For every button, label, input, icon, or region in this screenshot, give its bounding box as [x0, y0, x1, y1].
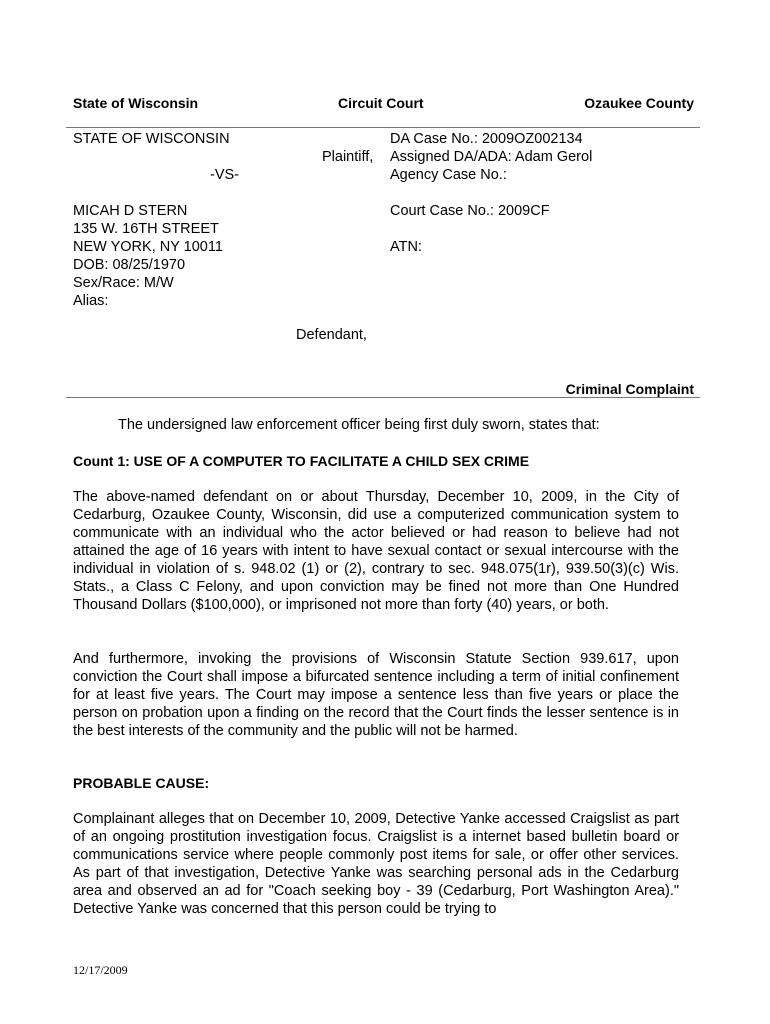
da-case-number: DA Case No.: 2009OZ002134 [390, 131, 583, 147]
assigned-da: Assigned DA/ADA: Adam Gerol [390, 149, 593, 165]
state-label: State of Wisconsin [73, 95, 199, 111]
plaintiff-name: STATE OF WISCONSIN [73, 131, 230, 147]
court-label: Circuit Court [338, 95, 424, 111]
plaintiff-label: Plaintiff, [322, 149, 374, 165]
document-title: Criminal Complaint [565, 381, 694, 397]
defendant-dob: DOB: 08/25/1970 [73, 257, 186, 273]
defendant-alias: Alias: [73, 293, 109, 309]
court-case-number: Court Case No.: 2009CF [390, 203, 550, 219]
probable-cause-paragraph: Complainant alleges that on December 10, 2009, Detective Yanke accessed Craigslist as part of an ongoing prostitution investigation focus. Craigslist is a internet based bulletin board or communications service where people commonly post items for sale, or offer other services. As part of that investigation, Detective Yanke was searching personal ads in the Cedarburg area and observed an ad for "Coach seeking boy - 39 (Cedarburg, Port Washington Area)." Detective Yanke was concerned that this person could be trying to [73, 811, 679, 917]
intro-statement: The undersigned law enforcement officer being first duly sworn, states that: [118, 417, 600, 433]
defendant-label: Defendant, [296, 327, 367, 343]
footer-date: 12/17/2009 [73, 963, 128, 977]
county-label: Ozaukee County [584, 95, 694, 111]
agency-case-number: Agency Case No.: [390, 167, 507, 183]
defendant-name: MICAH D STERN [73, 203, 188, 219]
count-paragraph-2: And furthermore, invoking the provisions of Wisconsin Statute Section 939.617, upon conviction the Court shall impose a bifurcated sentence including a term of initial confinement for at least five years. The Court may impose a sentence less than five years or place the person on probation upon a finding on the record that the Court finds the lesser sentence is in the best interests of the community and the public will not be harmed. [73, 651, 679, 739]
versus-label: -VS- [210, 167, 239, 183]
probable-cause-heading: PROBABLE CAUSE: [73, 775, 210, 791]
defendant-street: 135 W. 16TH STREET [73, 221, 219, 237]
atn-label: ATN: [390, 239, 422, 255]
title-divider [66, 397, 700, 398]
count-heading: Count 1: USE OF A COMPUTER TO FACILITATE A CHILD SEX CRIME [73, 453, 530, 469]
defendant-info [73, 202, 223, 310]
defendant-city: NEW YORK, NY 10011 [73, 239, 223, 255]
defendant-sex-race: Sex/Race: M/W [73, 275, 174, 291]
header-divider [66, 127, 700, 128]
count-paragraph-1: The above-named defendant on or about Thursday, December 10, 2009, in the City of Cedarburg, Ozaukee County, Wisconsin, did use a computerized communication system to communicate with an individual who the actor believed or had reason to believe had not attained the age of 16 years with intent to have sexual contact or sexual intercourse with the individual in violation of s. 948.02 (1) or (2), contrary to sec. 948.075(1r), 939.50(3)(c) Wis. Stats., a Class C Felony, and upon conviction may be fined not more than One Hundred Thousand Dollars ($100,000), or imprisoned not more than forty (40) years, or both. [73, 489, 679, 613]
